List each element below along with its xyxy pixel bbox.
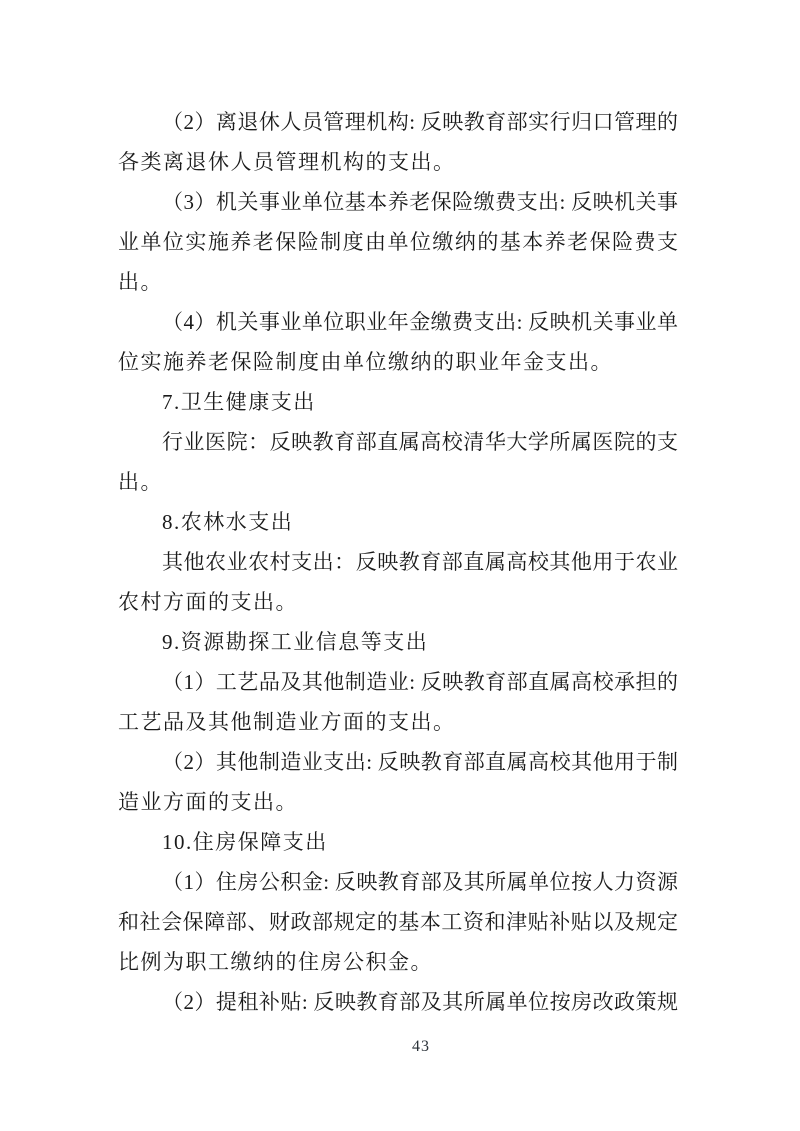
text-line: 其他农业农村支出：反映教育部直属高校其他用于农业 bbox=[162, 550, 678, 574]
document-body bbox=[118, 102, 678, 1022]
text-line: （2）离退休人员管理机构: 反映教育部实行归口管理的 bbox=[162, 110, 678, 134]
text-line: （2）提租补贴: 反映教育部及其所属单位按房改政策规 bbox=[162, 990, 678, 1014]
text-line: 各类离退休人员管理机构的支出。 bbox=[118, 150, 456, 174]
text-line: （2）其他制造业支出: 反映教育部直属高校其他用于制 bbox=[162, 750, 678, 774]
text-line: 业单位实施养老保险制度由单位缴纳的基本养老保险费支 bbox=[118, 230, 678, 254]
section-heading: 9.资源勘探工业信息等支出 bbox=[162, 630, 429, 654]
text-line: （4）机关事业单位职业年金缴费支出: 反映机关事业单 bbox=[162, 310, 678, 334]
text-line: 造业方面的支出。 bbox=[118, 790, 298, 814]
page-number: 43 bbox=[412, 1038, 430, 1055]
section-heading: 7.卫生健康支出 bbox=[162, 390, 316, 414]
text-line: 出。 bbox=[118, 270, 163, 294]
text-line: 和社会保障部、财政部规定的基本工资和津贴补贴以及规定 bbox=[118, 910, 678, 934]
section-heading: 10.住房保障支出 bbox=[162, 830, 328, 854]
text-line: 工艺品及其他制造业方面的支出。 bbox=[118, 710, 456, 734]
text-line: 比例为职工缴纳的住房公积金。 bbox=[118, 950, 433, 974]
text-line: 农村方面的支出。 bbox=[118, 590, 298, 614]
section-heading: 8.农林水支出 bbox=[162, 510, 294, 534]
text-line: 位实施养老保险制度由单位缴纳的职业年金支出。 bbox=[118, 350, 613, 374]
text-line: 行业医院：反映教育部直属高校清华大学所属医院的支 bbox=[162, 430, 678, 454]
text-line: （3）机关事业单位基本养老保险缴费支出: 反映机关事 bbox=[162, 190, 678, 214]
text-line: （1）工艺品及其他制造业: 反映教育部直属高校承担的 bbox=[162, 670, 678, 694]
text-line: （1）住房公积金: 反映教育部及其所属单位按人力资源 bbox=[162, 870, 678, 894]
text-line: 出。 bbox=[118, 470, 163, 494]
